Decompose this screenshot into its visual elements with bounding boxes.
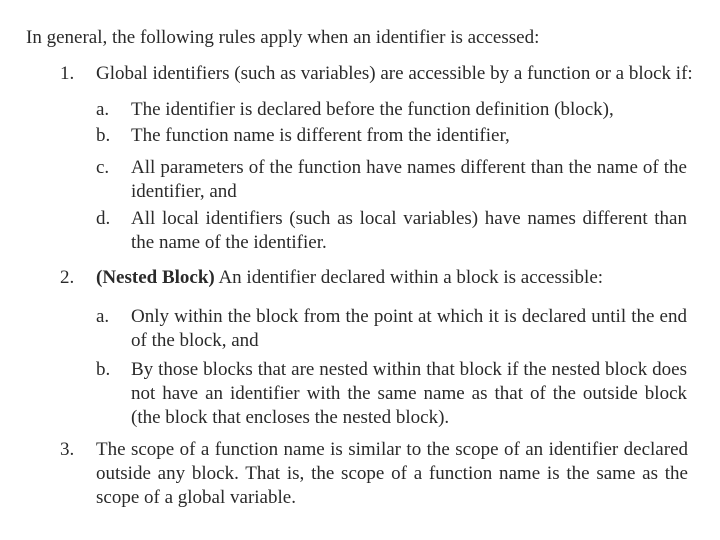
rule-1b-text: The function name is different from the identifier, (131, 125, 510, 146)
rule-2-text (96, 266, 688, 290)
rule-2b-text: By those blocks that are nested within that block if the nested block does not have an identifier with the same name as that of the outside block (the block that encloses the nested block). (131, 359, 687, 428)
rule-2a-letter: a. (96, 306, 110, 327)
rule-2-number: 2. (60, 267, 75, 288)
rule-1b-letter: b. (96, 125, 111, 146)
rule-2-body: An identifier declared within a block is accessible: (218, 267, 604, 288)
rule-3-text: The scope of a function name is similar to the scope of an identifier declared outside any block. That is, the scope of a function name is the same as the scope of a global variable. (96, 439, 688, 508)
rule-2-bold-lead: (Nested Block) (96, 267, 215, 288)
rule-1a-text: The identifier is declared before the function definition (block), (131, 99, 614, 120)
intro-text: In general, the following rules apply when an identifier is accessed: (26, 27, 540, 48)
rule-2b-letter: b. (96, 359, 111, 380)
rule-1-text: Global identifiers (such as variables) are accessible by a function or a block if: (96, 63, 693, 84)
rule-2a-text: Only within the block from the point at which it is declared until the end of the block, and (131, 306, 687, 351)
rule-1d-text: All local identifiers (such as local variables) have names different than the name of the identifier. (131, 208, 687, 253)
rule-1c-letter: c. (96, 157, 110, 178)
rule-1d-letter: d. (96, 208, 111, 229)
rule-1a-letter: a. (96, 99, 110, 120)
rule-3-number: 3. (60, 439, 75, 460)
rule-1-number: 1. (60, 63, 75, 84)
rule-1c-text: All parameters of the function have names different than the name of the identifier, and (131, 157, 687, 202)
